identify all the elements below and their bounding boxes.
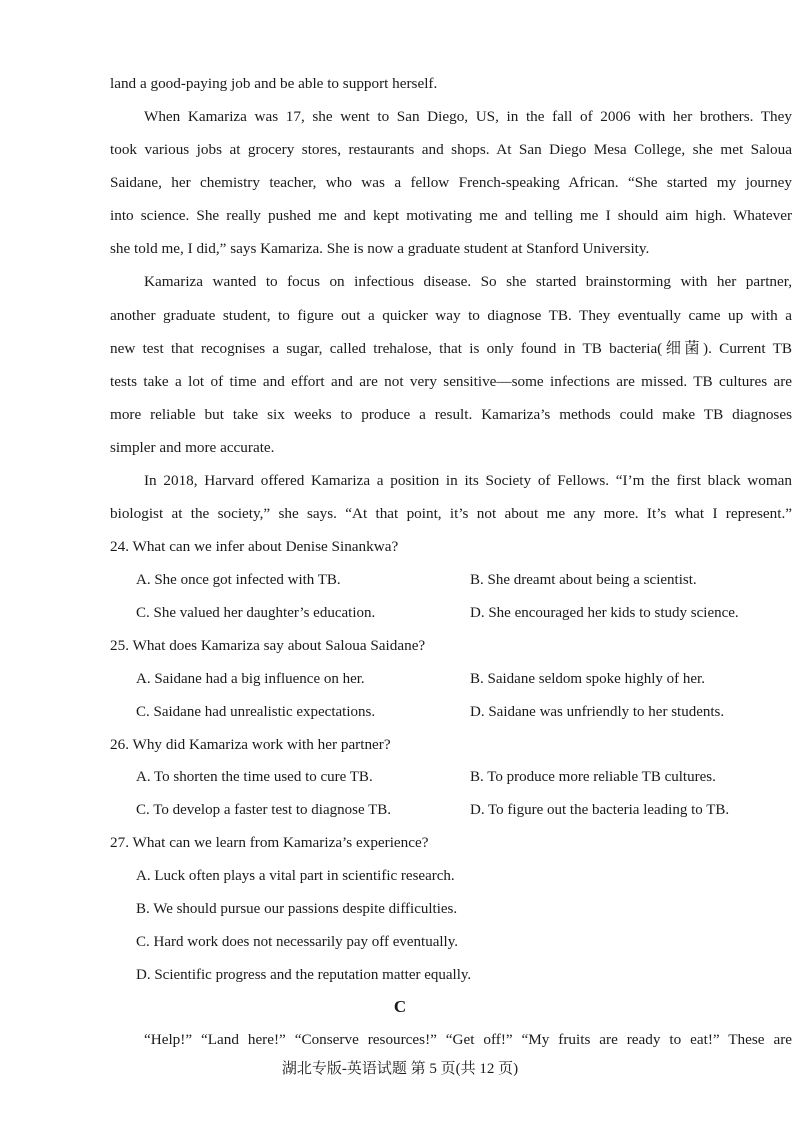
passage-line: another graduate student, to figure out a quicker way to diagnose TB. They eventually came up with a: [110, 307, 792, 324]
page-footer: 湖北专版-英语试题 第 5 页(共 12 页): [281, 1061, 519, 1077]
passage-line: Saidane, her chemistry teacher, who was a fellow French-speaking African. “She started my journey: [110, 174, 792, 191]
option-a[interactable]: A. She once got infected with TB.: [136, 572, 341, 588]
option-a[interactable]: A. Luck often plays a vital part in scientific research.: [136, 868, 455, 884]
passage-line: Kamariza wanted to focus on infectious disease. So she started brainstorming with her partner,: [144, 273, 792, 290]
option-c[interactable]: C. Saidane had unrealistic expectations.: [136, 704, 376, 720]
option-b[interactable]: B. We should pursue our passions despite difficulties.: [136, 901, 458, 917]
section-heading: C: [393, 997, 407, 1016]
question-stem: 24. What can we infer about Denise Sinankwa?: [110, 538, 399, 555]
passage-line: tests take a lot of time and effort and are not very sensitive—some infections are missed. TB cultures are: [110, 373, 792, 390]
question-stem: 25. What does Kamariza say about Saloua Saidane?: [110, 637, 426, 654]
option-d[interactable]: D. Saidane was unfriendly to her students.: [470, 704, 725, 720]
passage-line: “Help!” “Land here!” “Conserve resources!” “Get off!” “My fruits are ready to eat!” These are: [144, 1031, 792, 1048]
option-a[interactable]: A. To shorten the time used to cure TB.: [136, 769, 373, 785]
passage-line: biologist at the society,” she says. “At that point, it’s not about me any more. It’s what I represent.”: [110, 505, 792, 522]
passage-line: simpler and more accurate.: [110, 439, 275, 456]
passage-line: When Kamariza was 17, she went to San Diego, US, in the fall of 2006 with her brothers. They: [144, 108, 792, 125]
question-stem: 27. What can we learn from Kamariza’s experience?: [110, 834, 429, 851]
option-b[interactable]: B. She dreamt about being a scientist.: [470, 572, 697, 588]
passage-line: she told me, I did,” says Kamariza. She is now a graduate student at Stanford University.: [110, 240, 650, 257]
passage-line: new test that recognises a sugar, called trehalose, that is only found in TB bacteria(细菌). Current TB: [110, 340, 792, 357]
option-d[interactable]: D. To figure out the bacteria leading to TB.: [470, 802, 730, 818]
option-b[interactable]: B. To produce more reliable TB cultures.: [470, 769, 716, 785]
passage-line: In 2018, Harvard offered Kamariza a position in its Society of Fellows. “I’m the first black woman: [144, 472, 792, 489]
passage-line: more reliable but take six weeks to produce a result. Kamariza’s methods could make TB diagnoses: [110, 406, 792, 423]
passage-line: into science. She really pushed me and kept motivating me and telling me I should aim high. Whatever: [110, 207, 792, 224]
option-c[interactable]: C. To develop a faster test to diagnose TB.: [136, 802, 392, 818]
option-d[interactable]: D. Scientific progress and the reputation matter equally.: [136, 967, 472, 983]
passage-line: took various jobs at grocery stores, restaurants and shops. At San Diego Mesa College, she met Saloua: [110, 141, 792, 158]
option-d[interactable]: D. She encouraged her kids to study science.: [470, 605, 739, 621]
passage-line: land a good-paying job and be able to support herself.: [110, 75, 438, 92]
question-stem: 26. Why did Kamariza work with her partner?: [110, 736, 391, 753]
option-a[interactable]: A. Saidane had a big influence on her.: [136, 671, 365, 687]
option-b[interactable]: B. Saidane seldom spoke highly of her.: [470, 671, 705, 687]
option-c[interactable]: C. She valued her daughter’s education.: [136, 605, 376, 621]
option-c[interactable]: C. Hard work does not necessarily pay off eventually.: [136, 934, 458, 950]
